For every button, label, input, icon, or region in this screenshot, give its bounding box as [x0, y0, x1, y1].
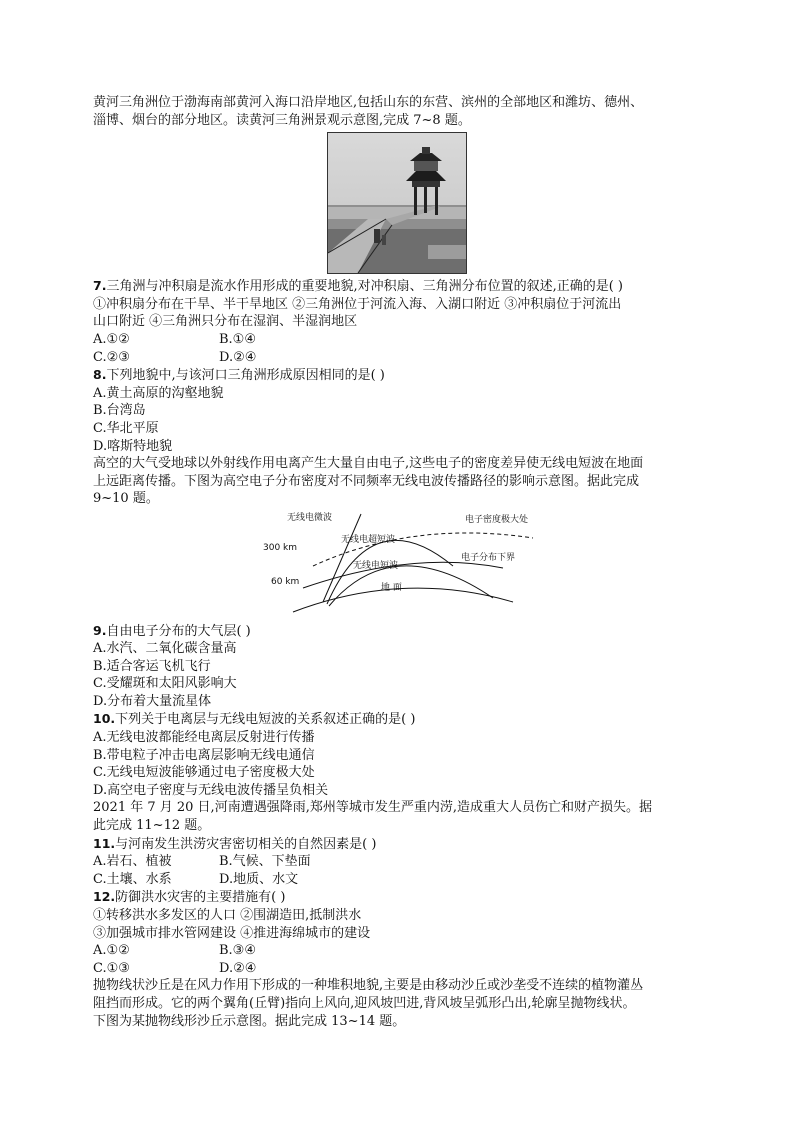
option-10b[interactable]: B.带电粒子冲击电离层影响无线电通信: [93, 747, 315, 763]
altitude-60-label: 60 km: [271, 576, 300, 587]
ultrashort-label: 无线电超短波: [341, 534, 396, 545]
intro-paragraph-flood: 2021 年 7 月 20 日,河南遭遇强降雨,郑州等城市发生严重内涝,造成重大人员伤亡和财产损失。据 此完成 11~12 题。: [93, 800, 652, 834]
question-9-stem: 9.自由电子分布的大气层( ): [93, 622, 251, 639]
option-12c[interactable]: C.①③: [93, 960, 130, 976]
question-11-stem: 11.与河南发生洪涝灾害密切相关的自然因素是( ): [93, 835, 377, 852]
altitude-300-label: 300 km: [263, 542, 298, 553]
option-11b[interactable]: B.气候、下垫面: [219, 854, 311, 870]
exam-page: [93, 94, 703, 1030]
option-9c[interactable]: C.受耀斑和太阳风影响大: [93, 676, 237, 692]
intro-paragraph-ionosphere: 高空的大气受地球以外射线作用电离产生大量自由电子,这些电子的密度差异使无线电短波在地面 上远距离传播。下图为高空电子分布密度对不同频率无线电波传播路径的影响示意图。据此完成 9~10 题。: [93, 456, 644, 507]
option-10a[interactable]: A.无线电波都能经电离层反射进行传播: [93, 730, 315, 746]
option-9b[interactable]: B.适合客运飞机飞行: [93, 658, 211, 674]
option-10c[interactable]: C.无线电短波能够通过电子密度极大处: [93, 765, 315, 781]
ground-curve: [293, 588, 513, 612]
question-12-statements-line-1: ①转移洪水多发区的人口 ②围湖造田,抵制洪水: [93, 908, 362, 923]
question-7-stem: 7.三角洲与冲积扇是流水作用形成的重要地貌,对冲积扇、三角洲分布位置的叙述,正确的是( ): [93, 278, 623, 295]
question-12-statements-line-2: ③加强城市排水管网建设 ④推进海绵城市的建设: [93, 925, 371, 941]
radio-wave-diagram: [253, 510, 553, 616]
option-12b[interactable]: B.③④: [219, 943, 256, 959]
question-12-options-row-2: [93, 960, 703, 978]
shortwave-path: [329, 566, 493, 606]
option-8a[interactable]: A.黄土高原的沟壑地貌: [93, 385, 224, 401]
intro-paragraph-delta: 黄河三角洲位于渤海南部黄河入海口沿岸地区,包括山东的东营、滨州的全部地区和潍坊、德州、 淄博、烟台的部分地区。读黄河三角洲景观示意图,完成 7~8 题。: [93, 95, 644, 128]
question-11-options-row-1: [93, 853, 703, 871]
option-11a[interactable]: A.岩石、植被: [93, 854, 172, 870]
microwave-label: 无线电微波: [287, 512, 333, 523]
option-8b[interactable]: B.台湾岛: [93, 403, 146, 419]
question-12-options-row-1: [93, 942, 703, 960]
option-9d[interactable]: D.分布着大量流星体: [93, 693, 212, 709]
question-7-options-row-1: [93, 331, 703, 349]
question-7-statements-line-1: ①冲积扇分布在干旱、半干旱地区 ②三角洲位于河流入海、入湖口附近 ③冲积扇位于河流出: [93, 296, 622, 312]
option-8d[interactable]: D.喀斯特地貌: [93, 438, 173, 454]
question-8-stem: 8.下列地貌中,与该河口三角洲形成原因相同的是( ): [93, 367, 385, 384]
microwave-path: [323, 514, 361, 602]
option-9a[interactable]: A.水汽、二氧化碳含量高: [93, 641, 237, 657]
option-8c[interactable]: C.华北平原: [93, 420, 159, 436]
question-12-stem: 12.防御洪水灾害的主要措施有( ): [93, 889, 286, 906]
lower-bound-label: 电子分布下界: [461, 552, 516, 563]
option-10d[interactable]: D.高空电子密度与无线电波传播呈负相关: [93, 782, 329, 798]
shortwave-label: 无线电短波: [353, 560, 399, 571]
option-12a[interactable]: A.①②: [93, 943, 130, 959]
yellow-river-delta-photo: [327, 132, 467, 274]
option-7a[interactable]: A.①②: [93, 331, 130, 347]
option-7d[interactable]: D.②④: [219, 349, 257, 365]
option-7b[interactable]: B.①④: [219, 331, 256, 347]
question-11-options-row-2: [93, 871, 703, 889]
option-12d[interactable]: D.②④: [219, 960, 257, 976]
ground-label: 地 面: [381, 582, 402, 593]
intro-paragraph-dune: 抛物线状沙丘是在风力作用下形成的一种堆积地貌,主要是由移动沙丘或沙垄受不连续的植物灌丛 阻挡而形成。它的两个翼角(丘臂)指向上风向,迎风坡凹进,背风坡呈弧形凸出,轮廓呈抛物线状。 下图为某抛物线形沙丘示意图。据此完成 13~14 题。: [93, 978, 644, 1029]
option-7c[interactable]: C.②③: [93, 349, 130, 365]
max-density-label: 电子密度极大处: [465, 514, 529, 525]
question-10-stem: 10.下列关于电离层与无线电短波的关系叙述正确的是( ): [93, 711, 416, 728]
option-11d[interactable]: D.地质、水文: [219, 871, 299, 887]
pavilion-landscape-image: [328, 133, 466, 273]
question-7-statements-line-2: 山口附近 ④三角洲只分布在湿润、半湿润地区: [93, 314, 358, 330]
question-7-options-row-2: [93, 349, 703, 367]
option-11c[interactable]: C.土壤、水系: [93, 871, 172, 887]
